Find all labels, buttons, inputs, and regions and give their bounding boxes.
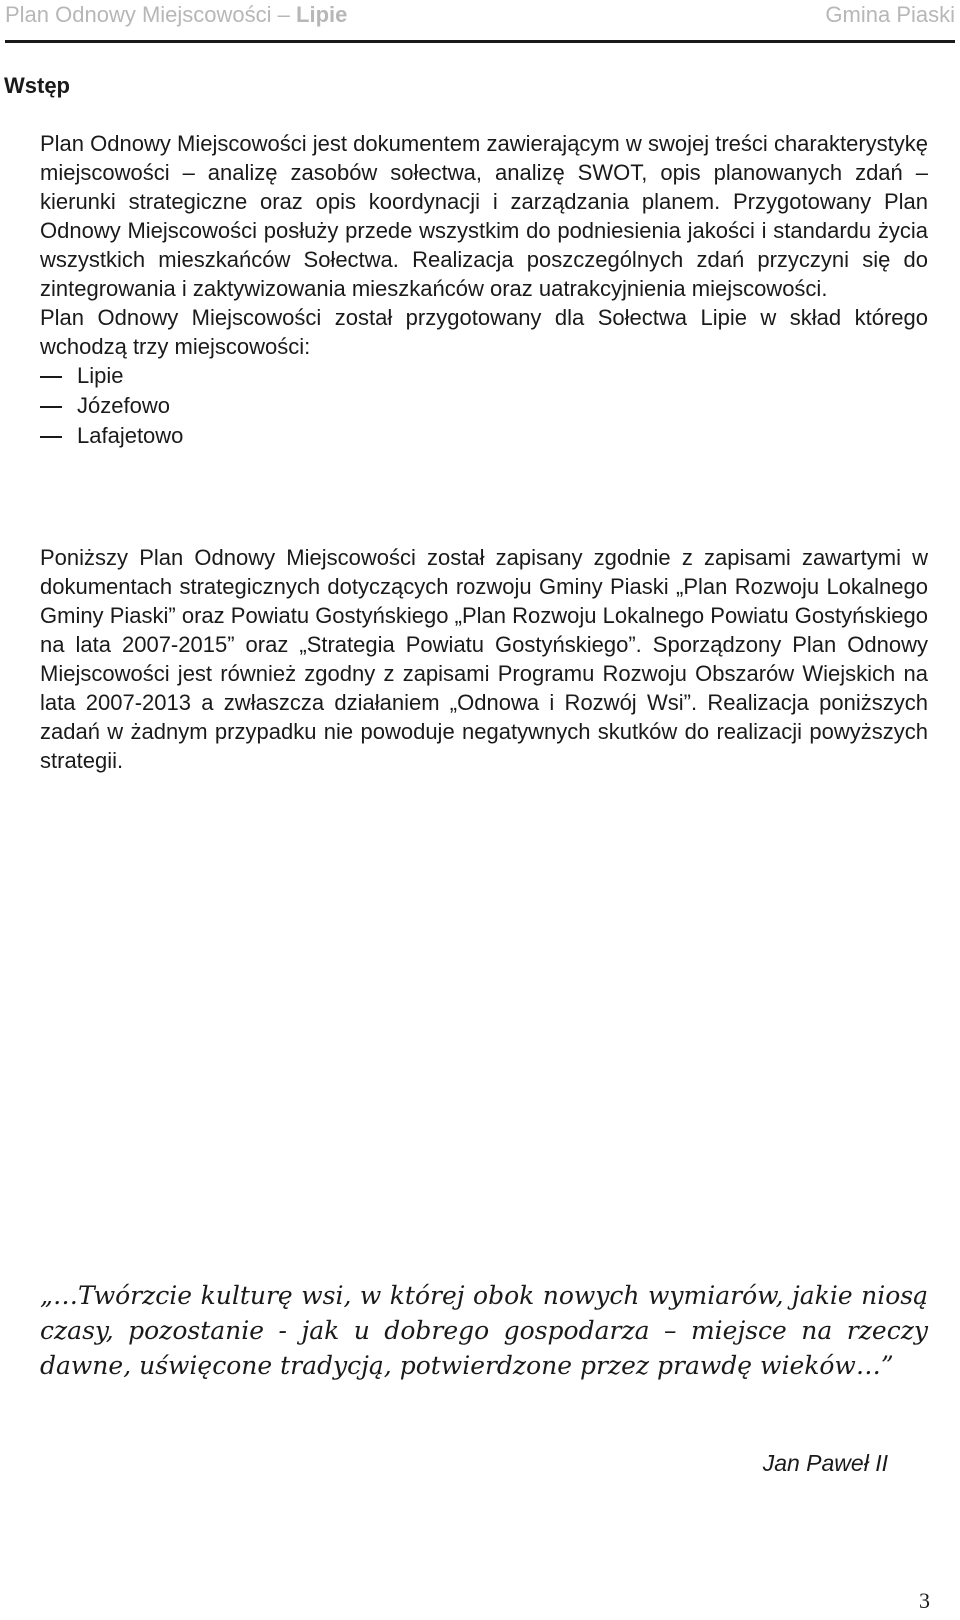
village-list bbox=[40, 361, 928, 451]
header-document-title bbox=[5, 2, 347, 28]
header-place: Lipie bbox=[296, 2, 348, 27]
consistency-section bbox=[40, 543, 928, 775]
header-commune: Gmina Piaski bbox=[825, 2, 955, 27]
quote-author: Jan Paweł II bbox=[762, 1450, 888, 1476]
header-separator: – bbox=[277, 2, 290, 27]
page-header bbox=[5, 0, 955, 44]
consistency-paragraph: Poniższy Plan Odnowy Miejscowości został zapisany zgodnie z zapisami zawartymi w dokumentach strategicznych dotyczących rozwoju Gminy Piaski „Plan Rozwoju Lokalnego Gminy Piaski” oraz Powiatu Gostyńskiego „Plan Rozwoju Lokalnego Powiatu Gostyńskiego na lata 2007-2015” oraz „Strategia Powiatu Gostyńskiego”. Sporządzony Plan Odnowy Miejscowości jest również zgodny z zapisami Programu Rozwoju Obszarów Wiejskich na lata 2007-2013 a zwłaszcza działaniem „Odnowa i Rozwój Wsi”. Realizacja poniższych zadań w żadnym przypadku nie powoduje negatywnych skutków do realizacji powyższych strategii. bbox=[40, 545, 928, 773]
village-item bbox=[40, 391, 928, 421]
intro-paragraph-1: Plan Odnowy Miejscowości jest dokumentem zawierającym w swojej treści charakterystykę miejscowości – analizę zasobów sołectwa, analizę SWOT, opis planowanych zdań – kierunki strategiczne oraz opis koordynacji i zarządzania planem. Przygotowany Plan Odnowy Miejscowości posłuży przede wszystkim do podniesienia jakości i standardu życia wszystkich mieszkańców Sołectwa. Realizacja poszczególnych zdań przyczyni się do zintegrowania i zaktywizowania mieszkańców oraz uatrakcyjnienia miejscowości. bbox=[40, 131, 928, 301]
page-number: 3 bbox=[919, 1588, 930, 1613]
village-item bbox=[40, 421, 928, 451]
intro-section bbox=[40, 129, 928, 451]
quote-text: „…Twórzcie kulturę wsi, w której obok nowych wymiarów, jakie niosą czasy, pozostanie - jak u dobrego gospodarza – miejsce na rzeczy dawne, uświęcone tradycją, potwierdzone przez prawdę wieków…” bbox=[40, 1281, 928, 1380]
header-divider bbox=[5, 40, 955, 43]
village-name: Lipie bbox=[77, 363, 124, 388]
dash-bullet-icon bbox=[40, 406, 62, 408]
village-name: Lafajetowo bbox=[77, 423, 184, 448]
village-item bbox=[40, 361, 928, 391]
dash-bullet-icon bbox=[40, 376, 62, 378]
dash-bullet-icon bbox=[40, 436, 62, 438]
village-name: Józefowo bbox=[77, 393, 170, 418]
intro-paragraph-2: Plan Odnowy Miejscowości został przygotowany dla Sołectwa Lipie w skład którego wchodzą trzy miejscowości: bbox=[40, 305, 928, 359]
section-title: Wstęp bbox=[4, 73, 70, 98]
header-title: Plan Odnowy Miejscowości bbox=[5, 2, 272, 27]
